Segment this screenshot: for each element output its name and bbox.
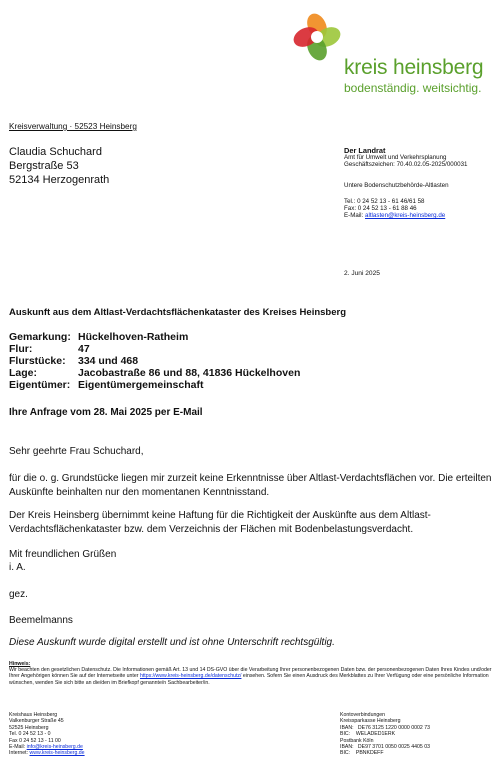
notice-text-2: einsehen. Sofern Sie einen Ausdruck des Merkblattes zu Ihrer Verfügung oder eine persönliche Information wünschen, wenden Sie sich bitte an die/den im Briefkopf genannte/n Sachbearbeiter/in. xyxy=(9,673,489,686)
detail-row: Flurstücke: 334 und 468 xyxy=(9,355,139,367)
subject-line: Auskunft aus dem Altlast-Verdachtsflächenkataster des Kreises Heinsberg xyxy=(9,307,347,318)
brand-name: kreis heinsberg xyxy=(344,56,484,79)
footer-website-link[interactable]: www.kreis-heinsberg.de xyxy=(29,750,85,757)
authority: Untere Bodenschutzbehörde-Altlasten xyxy=(344,181,449,189)
salutation: Sehr geehrte Frau Schuchard, xyxy=(9,446,144,457)
property-details xyxy=(9,331,300,391)
bank-2-bic: BIC: PBNKDEFF xyxy=(340,750,384,757)
bank-title: Kontoverbindungen xyxy=(340,712,385,718)
footer-email-link[interactable]: info@kreis-heinsberg.de xyxy=(26,744,83,751)
signer-name: Beemelmanns xyxy=(9,615,73,626)
fax: Fax: 0 24 52 13 - 61 88 46 xyxy=(344,205,417,213)
detail-row: Lage: Jacobastraße 86 und 88, 41836 Hückelhoven xyxy=(9,367,301,379)
notice-text: Wir beachten den gesetzlichen Datenschutz. Die Informationen gemäß Art. 13 und 14 DS-GVO über die Verarbeitung Ihrer personenbezogenen Daten bzw. der personenbezogenen Daten Ihres Kindes und/oder Ihrer Angehörigen können Sie auf der Internetseite unter xyxy=(9,667,492,680)
bank-1-name: Kreissparkasse Heinsberg xyxy=(340,718,401,725)
phone: Tel.: 0 24 52 13 - 61 46/61 58 xyxy=(344,197,425,205)
email-link[interactable]: altlasten@kreis-heinsberg.de xyxy=(365,212,446,220)
footer-internet-label: Internet: xyxy=(9,750,29,757)
reference-number: Geschäftszeichen: 70.40.02.05-2025/000031 xyxy=(344,161,468,169)
recipient-street: Bergstraße 53 xyxy=(9,160,79,172)
footer-street: Valkenburger Straße 45 xyxy=(9,718,64,725)
footer-tel: Tel. 0 24 52 13 - 0 xyxy=(9,731,51,738)
contact-info xyxy=(344,147,500,219)
signed-mark: gez. xyxy=(9,589,28,600)
digital-note: Diese Auskunft wurde digital erstellt und ist ohne Unterschrift rechtsgültig. xyxy=(9,637,335,648)
footer-fax: Fax 0 24 52 13 - 11 00 xyxy=(9,737,61,744)
detail-row: Flur: 47 xyxy=(9,343,90,355)
closing: Mit freundlichen Grüßen xyxy=(9,549,117,560)
request-reference: Ihre Anfrage vom 28. Mai 2025 per E-Mail xyxy=(9,407,203,418)
recipient-address xyxy=(9,145,109,187)
recipient-name: Claudia Schuchard xyxy=(9,146,102,158)
bank-2-iban: IBAN: DE97 3701 0050 0025 4405 03 xyxy=(340,744,430,751)
footer-email-label: E-Mail: xyxy=(9,744,26,751)
paragraph-1: für die o. g. Grundstücke liegen mir zurzeit keine Erkenntnisse über Altlast-Verdachtsflächen vor. Die erteilten Auskünfte beinhalten nur den momentanen Kenntnisstand. xyxy=(9,473,492,498)
notice-label: Hinweis: xyxy=(9,661,31,667)
detail-row: Gemarkung: Hückelhoven-Ratheim xyxy=(9,331,189,343)
letter-date: 2. Juni 2025 xyxy=(344,270,380,277)
bank-2-name: Postbank Köln xyxy=(340,737,374,744)
privacy-notice xyxy=(9,661,494,686)
paragraph-2: Der Kreis Heinsberg übernimmt keine Haftung für die Richtigkeit der Auskünfte aus dem Altlast-Verdachtsflächenkataster bzw. dem Verzeichnis der Flächen mit Bodenbelastungsverdacht. xyxy=(9,510,431,535)
bank-1-bic: BIC: WELADED1ERK xyxy=(340,731,396,738)
footer-bank-info xyxy=(340,712,430,757)
kreis-heinsberg-logo xyxy=(288,8,500,98)
department: Amt für Umwelt und Verkehrsplanung xyxy=(344,154,447,162)
footer-address xyxy=(9,712,85,757)
footer-city: 52525 Heinsberg xyxy=(9,724,49,731)
on-behalf: i. A. xyxy=(9,562,26,573)
brand-tagline: bodenständig. weitsichtig. xyxy=(344,81,482,95)
bank-1-iban: IBAN: DE76 3125 1220 0000 0002 73 xyxy=(340,724,430,731)
privacy-link[interactable]: https://www.kreis-heinsberg.de/datenschutz/ xyxy=(139,673,242,680)
email-label: E-Mail: xyxy=(344,212,364,220)
detail-row: Eigentümer: Eigentümergemeinschaft xyxy=(9,379,204,391)
office-title: Der Landrat xyxy=(344,146,386,155)
recipient-city: 52134 Herzogenrath xyxy=(9,174,110,186)
sender-line: Kreisverwaltung · 52523 Heinsberg xyxy=(9,122,137,131)
footer-org-name: Kreishaus Heinsberg xyxy=(9,712,58,718)
kreis-heinsberg-emblem-icon xyxy=(292,12,342,62)
